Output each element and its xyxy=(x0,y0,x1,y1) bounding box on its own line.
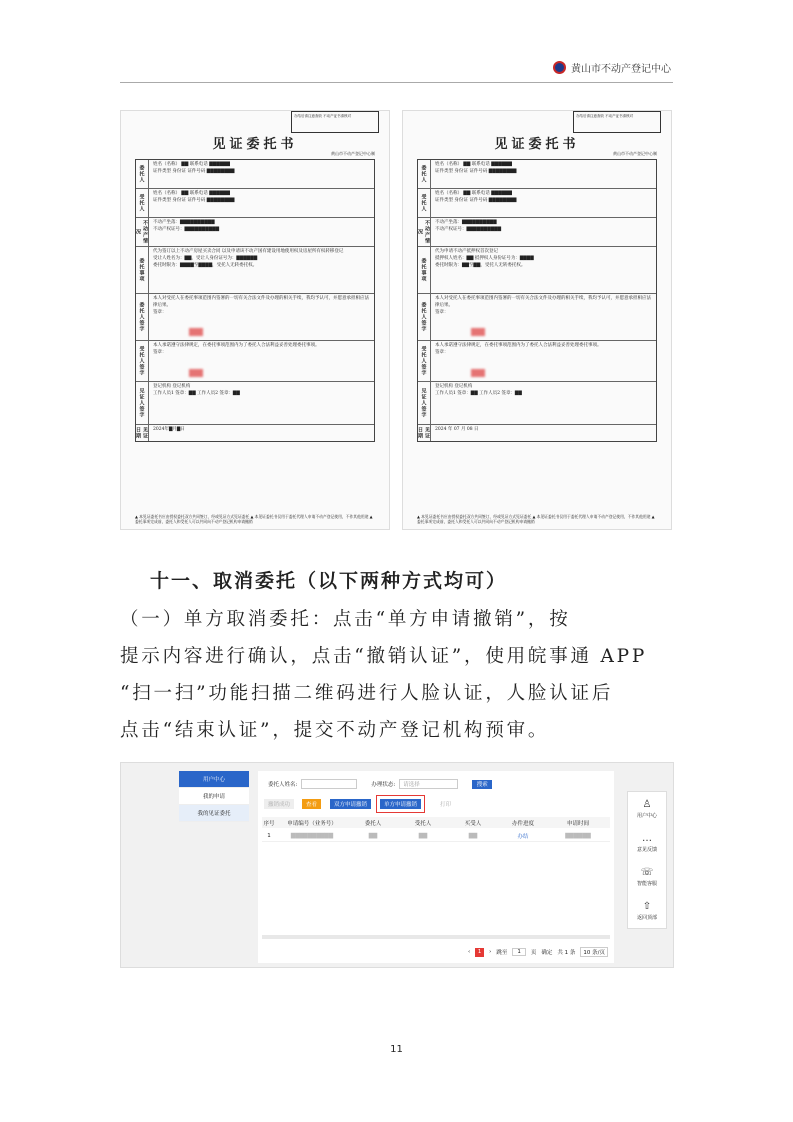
form-notes: ▲ 本见证委托书应由授权委托双方共同签订，经或见证方式见证委托 ▲ 本见证委托书仅用于委托代理人申请不动产登记使用，不作其他用途 ▲ 委托事项完成前，委托人和受托人可以共同向不动产登记机构申请撤销 xyxy=(135,513,373,525)
float-item-back-top[interactable] xyxy=(628,894,666,928)
notice-stamp: 办结后请注意查收 不动产证书请核对 xyxy=(573,111,661,133)
form-row-body xyxy=(431,247,656,293)
query-bar xyxy=(268,779,492,789)
sidebar-item-user-center[interactable]: 用户中心 xyxy=(179,771,249,788)
form-line: 抵押权人姓名：▇▇ 抵押权人身份证号为：▇▇▇▇ xyxy=(435,255,534,261)
col-header: 受托人 xyxy=(414,820,432,827)
table-row[interactable] xyxy=(262,830,610,842)
form-line: 不动产坐落：▇▇▇▇▇▇▇▇▇▇ xyxy=(153,220,215,225)
print-button[interactable]: 打印 xyxy=(440,802,452,808)
form-line: 2024 年 07 月 08 日 xyxy=(435,427,479,432)
form-line: 登记机构 登记机构 xyxy=(153,384,191,389)
cell: ▇▇▇▇▇▇ xyxy=(565,832,591,839)
sidebar-item-my-witness[interactable]: 我的见证委托 xyxy=(179,805,249,822)
form-row xyxy=(418,425,656,441)
form-row-header: 受托人 xyxy=(136,189,149,217)
form-row-body xyxy=(149,294,374,340)
form-line: 姓名（名称） ▇▇ 联系电话 ▇▇▇▇▇▇ xyxy=(435,191,512,196)
form-line: 签章： xyxy=(435,349,449,355)
goto-label: 跳至 xyxy=(496,950,508,956)
form-row xyxy=(136,189,374,218)
form-row-body xyxy=(431,189,656,217)
signature-seal xyxy=(189,328,203,336)
form-row-header: 委托人签字 xyxy=(136,294,149,340)
section-line: “扫一扫”功能扫描二维码进行人脸认证，人脸认证后 xyxy=(120,683,614,704)
witness-form-transfer xyxy=(120,110,390,530)
form-row xyxy=(136,382,374,425)
form-row xyxy=(418,189,656,218)
form-row-header: 受托人签字 xyxy=(136,341,149,381)
form-row xyxy=(418,382,656,425)
form-line: 姓名（名称） ▇▇ 联系电话 ▇▇▇▇▇▇ xyxy=(153,191,230,196)
h-scrollbar[interactable] xyxy=(262,935,610,939)
float-item-label: 意见反馈 xyxy=(636,846,657,853)
form-line: 证件类型 身份证 证件号码 ▇▇▇▇▇▇▇▇ xyxy=(435,197,517,203)
status-select[interactable]: 请选择 xyxy=(399,779,458,789)
section-line: （一）单方取消委托：点击“单方申请撤销”，按 xyxy=(120,609,571,630)
form-row-header: 委托事项 xyxy=(136,247,149,293)
form-table xyxy=(417,159,657,442)
cell: ▇▇ xyxy=(368,832,378,839)
col-header: 申请编号（业务号） xyxy=(287,820,337,827)
mutual-withdraw-button[interactable]: 双方申请撤销 xyxy=(330,799,371,809)
confirm-button[interactable]: 确定 xyxy=(541,950,553,956)
form-row-body xyxy=(149,425,374,441)
form-row-header: 委托人签字 xyxy=(418,294,431,340)
sidebar xyxy=(179,771,249,822)
notice-stamp: 办结后请注意查收 不动产证书请核对 xyxy=(291,111,379,133)
form-line: 不动产权证号：▇▇▇▇▇▇▇▇▇▇ xyxy=(435,226,502,232)
form-notes: ▲ 本见证委托书应由授权委托双方共同签订，经或见证方式见证委托 ▲ 本见证委托书仅用于委托代理人申请不动产登记使用，不作其他用途 ▲ 委托事项完成前，委托人和受托人可以共同向不动产登记机构申请撤销 xyxy=(417,513,655,525)
form-row xyxy=(136,425,374,441)
prev-page-icon[interactable]: ‹ xyxy=(467,949,471,955)
form-row-body xyxy=(149,218,374,246)
signature-seal xyxy=(189,369,203,377)
form-title: 见证委托书 xyxy=(212,137,298,152)
form-row-header: 委托人 xyxy=(136,160,149,188)
form-row xyxy=(418,160,656,189)
table-header xyxy=(262,817,610,828)
total-count: 共 1 条 xyxy=(557,950,576,956)
header-org xyxy=(553,60,671,75)
form-table xyxy=(135,159,375,442)
header-org-name: 黄山市不动产登记中心 xyxy=(571,64,671,75)
message-icon: … xyxy=(642,832,652,844)
form-line: 代为签订以上不动产房屋买卖合同 以及申请该不动产国有建设用地使用权及房屋所有权转移登记 xyxy=(153,249,344,254)
pagination xyxy=(468,947,608,957)
float-item-label: 智能客服 xyxy=(636,880,657,887)
form-line: 证件类型 身份证 证件号码 ▇▇▇▇▇▇▇▇ xyxy=(435,168,517,174)
signature-seal xyxy=(471,369,485,377)
float-item-user[interactable] xyxy=(628,792,666,826)
form-line: 签章： xyxy=(435,309,449,315)
form-row-header: 受托人签字 xyxy=(418,341,431,381)
form-row-header: 不动产情况 xyxy=(417,220,430,244)
form-row xyxy=(418,341,656,382)
form-row-body xyxy=(149,160,374,188)
col-header: 委托人 xyxy=(364,820,382,827)
main-panel xyxy=(258,771,614,963)
form-line: 证件类型 身份证 证件号码 ▇▇▇▇▇▇▇▇ xyxy=(153,168,235,174)
form-line: 不动产坐落：▇▇▇▇▇▇▇▇▇▇ xyxy=(435,220,497,225)
form-row xyxy=(136,247,374,294)
form-line: 受让人姓名为：▇▇，受让人身份证号为：▇▇▇▇▇▇ xyxy=(153,255,258,261)
form-row xyxy=(136,218,374,247)
form-line: 代为申请不动产抵押权首次登记 xyxy=(435,249,498,254)
cell: ▇▇ xyxy=(418,832,428,839)
form-line: 2024年▇月▇日 xyxy=(153,427,185,432)
float-item-service[interactable] xyxy=(628,860,666,894)
form-line: 签章： xyxy=(153,309,167,315)
section-line: 提示内容进行确认，点击“撤销认证”，使用皖事通 APP xyxy=(120,646,648,667)
unilateral-withdraw-button[interactable]: 单方申请撤销 xyxy=(380,799,421,809)
header-divider xyxy=(120,82,673,83)
page-number: 11 xyxy=(390,1044,403,1055)
app-screenshot xyxy=(120,762,674,968)
form-row xyxy=(136,160,374,189)
page-number[interactable]: 1 xyxy=(475,948,484,957)
form-row-body xyxy=(149,382,374,424)
form-line: 工作人员1 签章：▇▇ 工作人员2 签章：▇▇ xyxy=(435,390,522,396)
form-row-header: 受托人 xyxy=(418,189,431,217)
float-item-label: 用户中心 xyxy=(636,812,657,819)
form-row-body xyxy=(431,218,656,246)
form-row-body xyxy=(431,425,656,441)
form-row-body xyxy=(431,382,656,424)
form-line: 本人对受托人在委托事项范围内签署的一切有关合法文件及办理的相关手续，我均予认可，并愿意承担相应法律后果。 xyxy=(435,296,651,308)
form-row-header: 见证日期 xyxy=(135,427,148,439)
form-org: 黄山市不动产登记中心制 xyxy=(613,151,657,156)
form-row xyxy=(418,247,656,294)
back-top-icon: ⇧ xyxy=(642,900,652,912)
form-line: 姓名（名称） ▇▇ 联系电话 ▇▇▇▇▇▇ xyxy=(153,162,230,167)
service-icon: ☏ xyxy=(640,866,654,878)
form-row-body xyxy=(431,294,656,340)
search-button[interactable]: 搜索 xyxy=(472,780,492,789)
form-line: 委托时限为：▇▇至▇▇，受托人无转委托权。 xyxy=(435,262,526,268)
col-header: 办件进度 xyxy=(511,820,534,827)
float-item-label: 返回顶部 xyxy=(636,914,657,921)
sidebar-item-my-applications[interactable]: 我的申请 xyxy=(179,788,249,805)
user-icon: ♙ xyxy=(642,798,652,810)
form-line: 签章： xyxy=(153,349,167,355)
form-row-header: 委托事项 xyxy=(418,247,431,293)
next-page-icon[interactable]: › xyxy=(489,949,492,955)
form-line: 登记机构 登记机构 xyxy=(435,384,473,389)
form-line: 不动产权证号：▇▇▇▇▇▇▇▇▇▇ xyxy=(153,226,220,232)
form-row-body xyxy=(431,160,656,188)
form-row-header: 委托人 xyxy=(418,160,431,188)
form-line: 本人承诺遵守法律规定，在委托事项范围内为了委托人合法利益妥善处理委托事项。 xyxy=(435,343,602,348)
right-float-panel xyxy=(627,791,667,929)
goto-input[interactable]: 1 xyxy=(512,948,526,956)
form-row xyxy=(418,218,656,247)
form-line: 本人对受托人在委托事项范围内签署的一切有关合法文件及办理的相关手续，我均予认可，并愿意承担相应法律后果。 xyxy=(153,296,369,308)
form-line: 工作人员1 签章：▇▇ 工作人员2 签章：▇▇ xyxy=(153,390,240,396)
name-label: 委托人姓名: xyxy=(268,782,298,788)
form-row-body xyxy=(431,341,656,381)
float-item-message[interactable] xyxy=(628,826,666,860)
form-row xyxy=(418,294,656,341)
col-header: 买受人 xyxy=(464,820,482,827)
form-row-body xyxy=(149,341,374,381)
status-label: 办理状态: xyxy=(371,782,396,788)
form-row xyxy=(136,294,374,341)
cell: 1 xyxy=(267,832,271,839)
view-button[interactable]: 查看 xyxy=(302,799,321,809)
name-input[interactable] xyxy=(301,779,357,789)
org-logo-icon xyxy=(553,61,566,74)
withdraw-success-button[interactable]: 撤销成功 xyxy=(264,799,294,809)
section-line: 点击“结束认证”，提交不动产登记机构预审。 xyxy=(120,720,550,741)
page-unit: 页 xyxy=(530,950,537,956)
cell: ▇▇▇▇▇▇▇▇▇▇ xyxy=(290,832,334,839)
form-row xyxy=(136,341,374,382)
form-row-body xyxy=(149,247,374,293)
form-org: 黄山市不动产登记中心制 xyxy=(331,151,375,156)
form-title: 见证委托书 xyxy=(494,137,580,152)
form-line: 姓名（名称） ▇▇ 联系电话 ▇▇▇▇▇▇ xyxy=(435,162,512,167)
cell-progress[interactable]: 办结 xyxy=(517,833,529,840)
form-row-header: 见证人签字 xyxy=(136,382,149,424)
form-row-body xyxy=(149,189,374,217)
cell: ▇▇ xyxy=(468,832,478,839)
col-header: 申请时间 xyxy=(566,820,589,827)
col-header: 序号 xyxy=(263,820,275,827)
form-line: 本人承诺遵守法律规定，在委托事项范围内为了委托人合法利益妥善处理委托事项。 xyxy=(153,343,320,348)
page-size-select[interactable]: 10 条/页 xyxy=(580,947,608,957)
form-line: 证件类型 身份证 证件号码 ▇▇▇▇▇▇▇▇ xyxy=(153,197,235,203)
witness-form-mortgage xyxy=(402,110,672,530)
form-row-header: 见证人签字 xyxy=(418,382,431,424)
form-line: 委托时限为：▇▇▇▇至▇▇▇▇，受托人无转委托权。 xyxy=(153,262,258,268)
form-row-header: 不动产情况 xyxy=(135,220,148,244)
signature-seal xyxy=(471,328,485,336)
section-heading: 十一、取消委托（以下两种方式均可） xyxy=(150,570,508,592)
form-row-header: 见证日期 xyxy=(417,427,430,439)
